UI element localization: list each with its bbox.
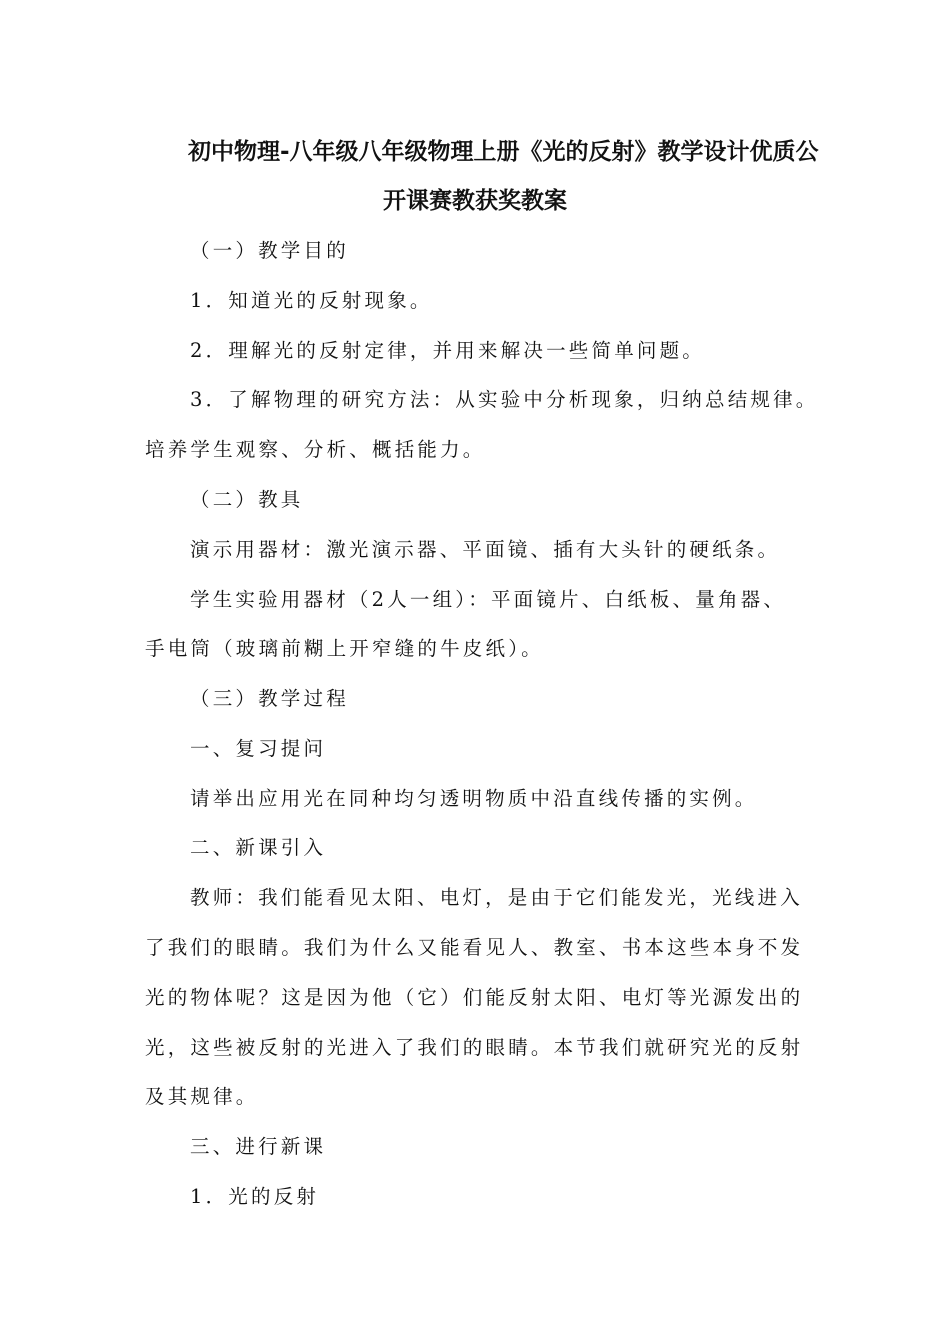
- review-question-paragraph: 请举出应用光在同种均匀透明物质中沿直线传播的实例。: [190, 787, 758, 810]
- teacher-paragraph-line-1: 教师：我们能看见太阳、电灯，是由于它们能发光，光线进入: [190, 886, 803, 909]
- objective-item-1: 1．知道光的反射现象。: [190, 289, 433, 312]
- subheading-review: 一、复习提问: [190, 737, 327, 760]
- teacher-paragraph-line-2: 了我们的眼睛。我们为什么又能看见人、教室、书本这些本身不发: [145, 936, 804, 959]
- teacher-paragraph-line-3: 光的物体呢？这是因为他（它）们能反射太阳、电灯等光源发出的: [145, 986, 804, 1009]
- section-heading-process: （三）教学过程: [190, 687, 349, 710]
- student-equipment-paragraph: 学生实验用器材（2人一组）：平面镜片、白纸板、量角器、: [190, 588, 787, 611]
- teacher-paragraph-line-5: 及其规律。: [145, 1085, 259, 1108]
- subheading-new-lesson: 三、进行新课: [190, 1135, 327, 1158]
- objective-item-3: 3．了解物理的研究方法：从实验中分析现象，归纳总结规律。: [190, 388, 819, 411]
- teacher-paragraph-line-4: 光，这些被反射的光进入了我们的眼睛。本节我们就研究光的反射: [145, 1036, 804, 1059]
- document-title-line-1: 初中物理-八年级八年级物理上册《光的反射》教学设计优质公: [188, 139, 819, 165]
- student-equipment-paragraph-continued: 手电筒（玻璃前糊上开窄缝的牛皮纸）。: [145, 637, 544, 660]
- section-heading-objectives: （一）教学目的: [190, 239, 349, 262]
- subheading-introduction: 二、新课引入: [190, 836, 327, 859]
- document-title-line-2: 开课赛教获奖教案: [383, 188, 567, 214]
- section-heading-equipment: （二）教具: [190, 488, 304, 511]
- subheading-light-reflection: 1．光的反射: [190, 1185, 320, 1208]
- objective-item-3-continued: 培养学生观察、分析、概括能力。: [145, 438, 486, 461]
- demo-equipment-paragraph: 演示用器材：激光演示器、平面镜、插有大头针的硬纸条。: [190, 538, 781, 561]
- objective-item-2: 2．理解光的反射定律，并用来解决一些简单问题。: [190, 339, 706, 362]
